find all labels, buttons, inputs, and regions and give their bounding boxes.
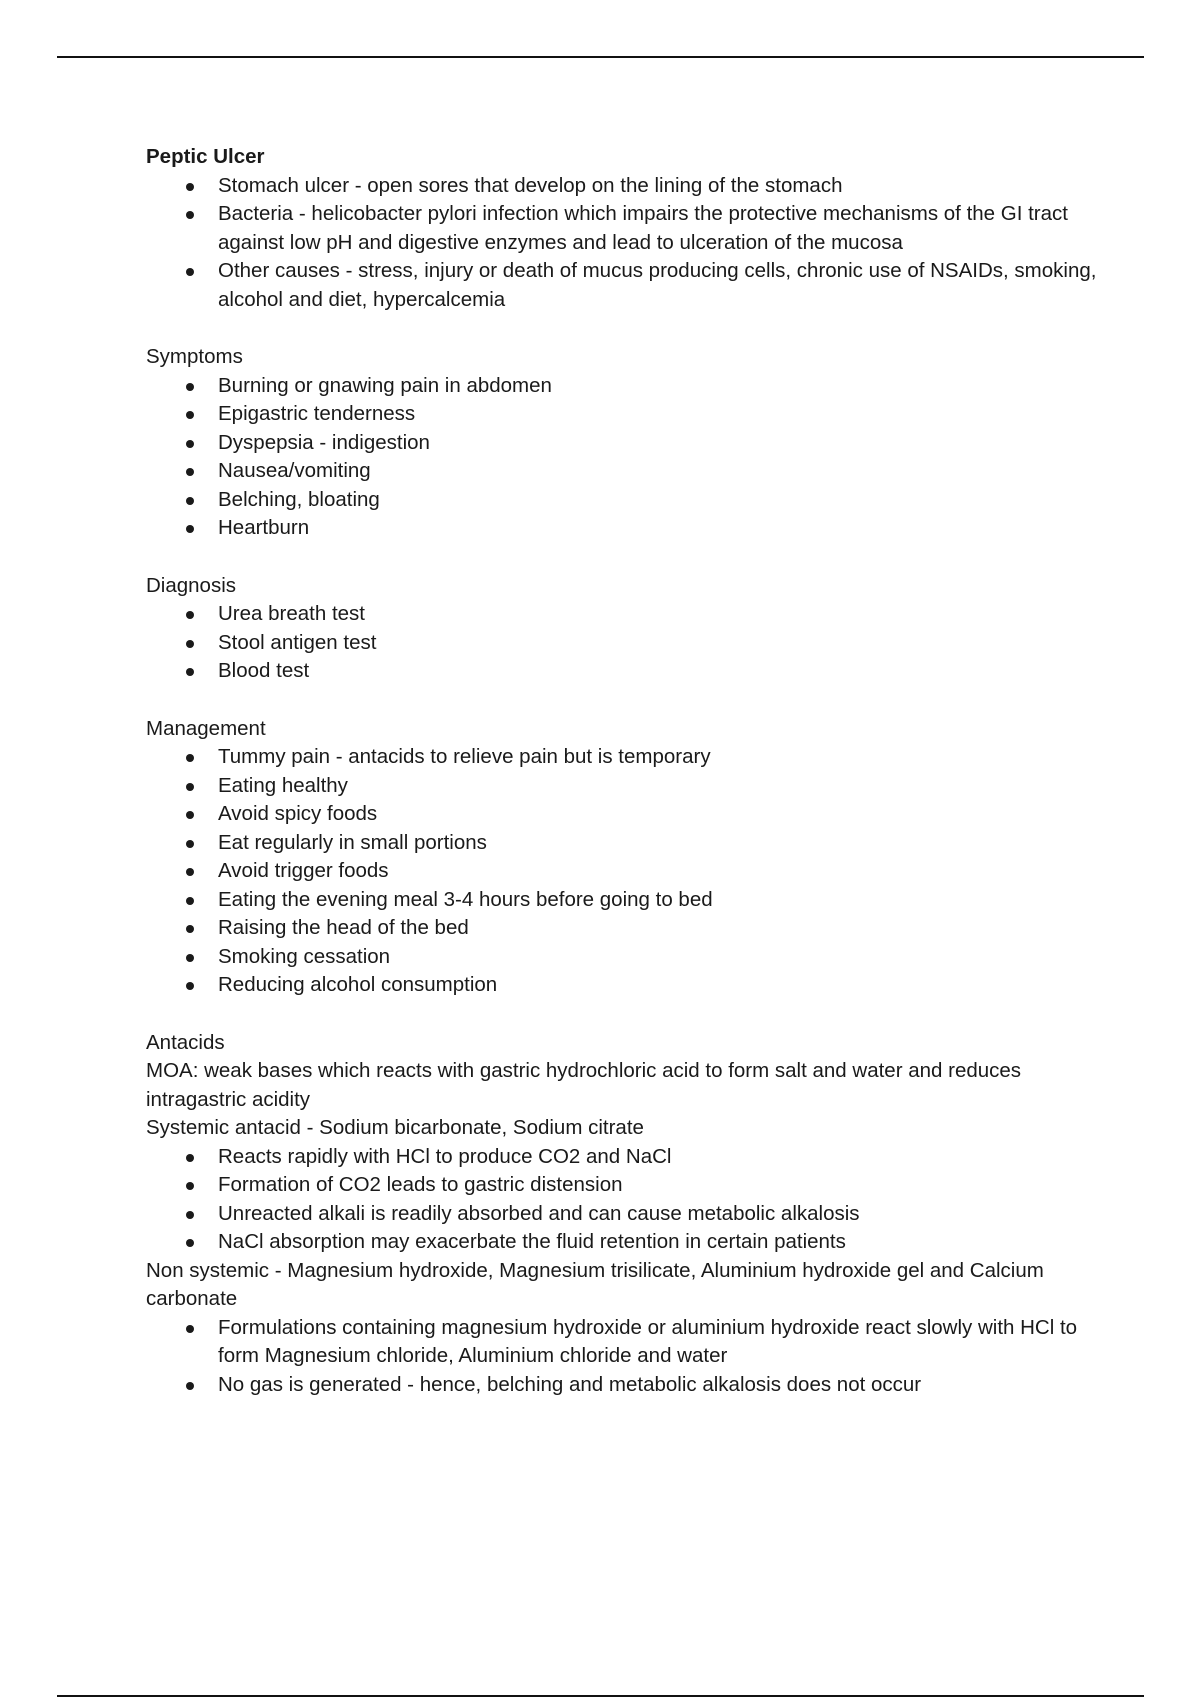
list-item: Bacteria - helicobacter pylori infection which impairs the protective mechanisms of the GI tract against low pH and digestive enzymes and lead to ulceration of the mucosa (146, 200, 1106, 257)
bullet-icon (186, 383, 194, 391)
list-item: Nausea/vomiting (146, 457, 1106, 486)
list-item: Reducing alcohol consumption (146, 971, 1106, 1000)
bullet-icon (186, 268, 194, 276)
bullet-icon (186, 1382, 194, 1390)
list-item: Heartburn (146, 514, 1106, 543)
systemic-antacid-label: Systemic antacid - Sodium bicarbonate, Sodium citrate (146, 1116, 644, 1139)
bullet-icon (186, 611, 194, 619)
section-antacids (146, 1029, 1106, 1400)
list-item: Stomach ulcer - open sores that develop on the lining of the stomach (146, 172, 1106, 201)
list-item: Avoid trigger foods (146, 857, 1106, 886)
bullet-icon (186, 954, 194, 962)
bullet-icon (186, 497, 194, 505)
section-heading: Management (146, 716, 266, 740)
bullet-icon (186, 982, 194, 990)
bullet-icon (186, 868, 194, 876)
list-item: Other causes - stress, injury or death of mucus producing cells, chronic use of NSAIDs, smoking, alcohol and diet, hypercalcemia (146, 257, 1106, 314)
bullet-icon (186, 754, 194, 762)
list-item: Eating the evening meal 3-4 hours before going to bed (146, 886, 1106, 915)
section-symptoms (146, 343, 1106, 543)
management-list (146, 743, 1106, 1000)
list-item: Stool antigen test (146, 629, 1106, 658)
document-body (146, 143, 1106, 1399)
top-rule (57, 56, 1144, 58)
peptic-ulcer-list (146, 172, 1106, 315)
list-item: Tummy pain - antacids to relieve pain but is temporary (146, 743, 1106, 772)
systemic-antacid-list (146, 1143, 1106, 1257)
list-item: Belching, bloating (146, 486, 1106, 515)
diagnosis-list (146, 600, 1106, 686)
list-item: Avoid spicy foods (146, 800, 1106, 829)
list-item: Eat regularly in small portions (146, 829, 1106, 858)
list-item: Urea breath test (146, 600, 1106, 629)
bullet-icon (186, 1325, 194, 1333)
section-peptic-ulcer (146, 143, 1106, 314)
bullet-icon (186, 640, 194, 648)
bullet-icon (186, 1211, 194, 1219)
list-item: Burning or gnawing pain in abdomen (146, 372, 1106, 401)
bullet-icon (186, 1239, 194, 1247)
list-item: No gas is generated - hence, belching and metabolic alkalosis does not occur (146, 1371, 1106, 1400)
non-systemic-antacid-list (146, 1314, 1106, 1400)
list-item: NaCl absorption may exacerbate the fluid retention in certain patients (146, 1228, 1106, 1257)
bullet-icon (186, 411, 194, 419)
bottom-rule (57, 1695, 1144, 1697)
bullet-icon (186, 668, 194, 676)
section-heading: Symptoms (146, 345, 243, 368)
list-item: Formation of CO2 leads to gastric distension (146, 1171, 1106, 1200)
section-management (146, 715, 1106, 1000)
bullet-icon (186, 440, 194, 448)
list-item: Reacts rapidly with HCl to produce CO2 and NaCl (146, 1143, 1106, 1172)
list-item: Unreacted alkali is readily absorbed and can cause metabolic alkalosis (146, 1200, 1106, 1229)
list-item: Epigastric tenderness (146, 400, 1106, 429)
bullet-icon (186, 525, 194, 533)
list-item: Blood test (146, 657, 1106, 686)
bullet-icon (186, 840, 194, 848)
list-item: Smoking cessation (146, 943, 1106, 972)
moa-text: MOA: weak bases which reacts with gastric hydrochloric acid to form salt and water and reduces intragastric acidity (146, 1059, 1022, 1111)
bullet-icon (186, 925, 194, 933)
bullet-icon (186, 783, 194, 791)
bullet-icon (186, 468, 194, 476)
section-heading: Antacids (146, 1030, 225, 1054)
bullet-icon (186, 1154, 194, 1162)
non-systemic-antacid-label: Non systemic - Magnesium hydroxide, Magnesium trisilicate, Aluminium hydroxide gel and Calcium carbonate (146, 1258, 1044, 1310)
symptoms-list (146, 372, 1106, 543)
section-heading: Diagnosis (146, 573, 237, 597)
bullet-icon (186, 811, 194, 819)
list-item: Eating healthy (146, 772, 1106, 801)
section-diagnosis (146, 572, 1106, 686)
bullet-icon (186, 1182, 194, 1190)
list-item: Raising the head of the bed (146, 914, 1106, 943)
bullet-icon (186, 897, 194, 905)
list-item: Formulations containing magnesium hydroxide or aluminium hydroxide react slowly with HCl to form Magnesium chloride, Aluminium chloride and water (146, 1314, 1106, 1371)
bullet-icon (186, 211, 194, 219)
page-title: Peptic Ulcer (146, 145, 265, 168)
bullet-icon (186, 183, 194, 191)
list-item: Dyspepsia - indigestion (146, 429, 1106, 458)
